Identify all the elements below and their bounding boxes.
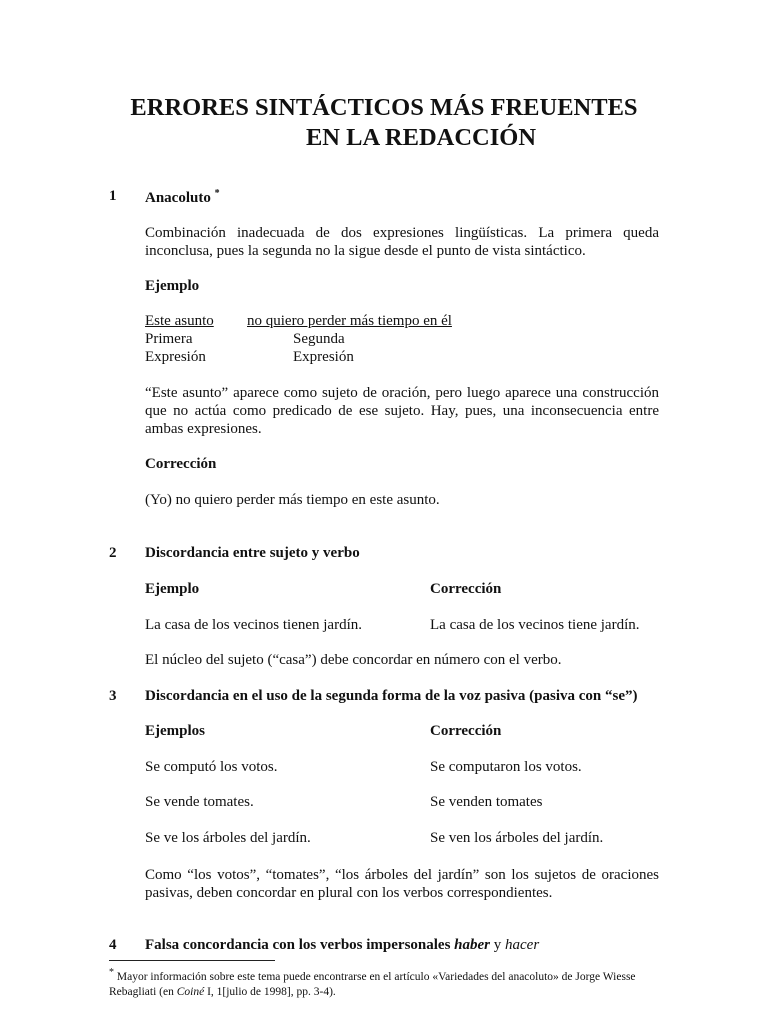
section-1-correction-heading: Corrección xyxy=(145,456,217,472)
verb-haber: haber xyxy=(454,937,490,953)
label-expresion-2: Expresión xyxy=(293,349,354,365)
footnote xyxy=(109,965,659,1000)
title-line-2: EN LA REDACCIÓN xyxy=(305,124,537,151)
footnote-journal: Coiné xyxy=(176,985,205,998)
section-1-definition: Combinación inadecuada de dos expresiones lingüísticas. La primera queda inconclusa, pues la segunda no la sigue desde el punto de vista sintáctico. xyxy=(145,225,659,259)
section-2-example-heading: Ejemplo xyxy=(145,581,200,597)
section-3-note: Como “los votos”, “tomates”, “los árboles del jardín” son los sujetos de oraciones pasivas, deben concordar en plural con los verbos correspondientes. xyxy=(145,867,659,901)
section-3-example-heading: Ejemplos xyxy=(145,723,205,739)
section-2-correction-heading: Corrección xyxy=(430,581,502,597)
section-3-example-1: Se computó los votos. xyxy=(145,759,278,775)
title-line-1: ERRORES SINTÁCTICOS MÁS FREUENTES xyxy=(130,94,638,121)
section-2-correction: La casa de los vecinos tiene jardín. xyxy=(430,617,640,633)
footnote-text-b: I, 1[julio de 1998], pp. 3-4). xyxy=(204,985,336,998)
footnote-divider xyxy=(109,960,275,961)
section-3-correction-2: Se venden tomates xyxy=(430,794,543,810)
section-3-correction-1: Se computaron los votos. xyxy=(430,759,582,775)
label-primera: Primera xyxy=(145,331,193,347)
example-second-expression: no quiero perder más tiempo en él xyxy=(247,313,452,329)
section-1-heading xyxy=(145,188,220,207)
section-3-example-2: Se vende tomates. xyxy=(145,794,254,810)
section-4-number: 4 xyxy=(109,937,117,953)
section-3-heading: Discordancia en el uso de la segunda forma de la voz pasiva (pasiva con “se”) xyxy=(145,688,638,704)
section-1-explanation: “Este asunto” aparece como sujeto de oración, pero luego aparece una construcción que no actúa como predicado de ese sujeto. Hay, pues, una inconsecuencia entre ambas expresiones. xyxy=(145,385,659,437)
footnote-ref: * xyxy=(214,188,220,199)
section-1-correction: (Yo) no quiero perder más tiempo en este asunto. xyxy=(145,492,440,508)
conjunction: y xyxy=(490,937,505,953)
footnote-text-a: Mayor información sobre este tema puede encontrarse en el artículo «Variedades del anacoluto» de Jorge Wiesse Rebagliati (en xyxy=(109,970,636,998)
section-4-heading xyxy=(145,937,539,954)
section-2-example: La casa de los vecinos tienen jardín. xyxy=(145,617,363,633)
label-expresion-1: Expresión xyxy=(145,349,206,365)
section-1-number: 1 xyxy=(109,188,117,204)
section-2-note: El núcleo del sujeto (“casa”) debe concordar en número con el verbo. xyxy=(145,652,562,668)
section-3-correction-heading: Corrección xyxy=(430,723,502,739)
section-1-example-heading: Ejemplo xyxy=(145,278,200,294)
section-3-example-3: Se ve los árboles del jardín. xyxy=(145,830,311,846)
verb-hacer: hacer xyxy=(505,937,540,953)
section-2-heading: Discordancia entre sujeto y verbo xyxy=(145,545,360,561)
label-segunda: Segunda xyxy=(293,331,345,347)
footnote-marker: * xyxy=(109,967,114,978)
section-4-title: Falsa concordancia con los verbos impersonales xyxy=(145,937,455,953)
page-title xyxy=(0,93,768,153)
section-2-number: 2 xyxy=(109,545,117,561)
section-3-number: 3 xyxy=(109,688,117,704)
section-1-title: Anacoluto xyxy=(145,190,211,206)
section-3-correction-3: Se ven los árboles del jardín. xyxy=(430,830,604,846)
example-first-expression: Este asunto xyxy=(145,313,214,329)
